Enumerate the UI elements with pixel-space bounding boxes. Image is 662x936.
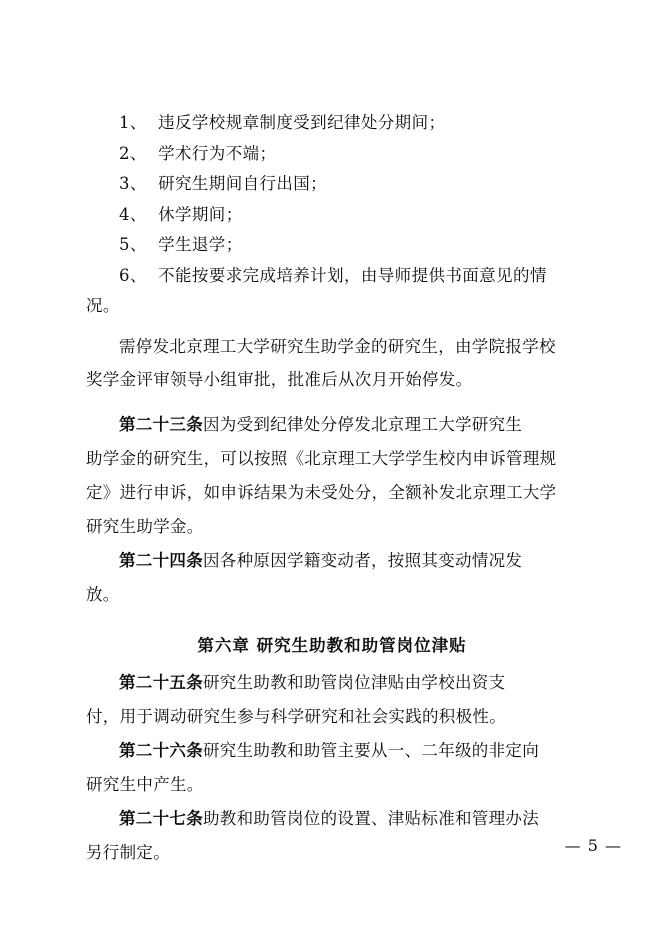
page-number: — 5 — [564, 836, 622, 855]
document-body [86, 108, 578, 870]
paragraph-suspend-line1: 需停发北京理工大学研究生助学金的研究生，由学院报学校 [119, 336, 556, 356]
article-23-line3: 定》进行申诉，如申诉结果为未受处分，全额补发北京理工大学 [86, 482, 557, 502]
article-25 [86, 666, 578, 700]
spacer [86, 396, 578, 408]
article-23 [86, 408, 578, 442]
list-item-continuation: 况。 [86, 296, 120, 315]
article-24-line1: 因各种原因学籍变动者，按照其变动情况发 [203, 550, 523, 570]
paragraph-suspend-line2: 奖学金评审领导小组审批，批准后从次月开始停发。 [86, 369, 473, 389]
list-item: 2、 学术行为不端； [119, 143, 277, 163]
list-item: 1、 违反学校规章制度受到纪律处分期间； [119, 113, 446, 132]
article-25-line2: 付，用于调动研究生参与科学研究和社会实践的积极性。 [86, 706, 506, 726]
article-24-label: 第二十四条 [119, 550, 203, 570]
article-27-line1: 助教和助管岗位的设置、津贴标准和管理办法 [203, 808, 539, 828]
list-item: 4、 休学期间； [119, 204, 243, 224]
list-item: 3、 研究生期间自行出国； [119, 174, 328, 193]
article-27-line2: 另行制定。 [86, 842, 170, 862]
article-26-line1: 研究生助教和助管主要从一、二年级的非定向 [203, 740, 539, 760]
article-26-line2: 研究生中产生。 [86, 774, 204, 794]
article-24-line2: 放。 [86, 584, 120, 604]
chapter-6-title: 第六章 研究生助教和助管岗位津贴 [197, 635, 467, 655]
article-26-label: 第二十六条 [119, 740, 203, 760]
spacer [86, 322, 578, 330]
article-23-line4: 研究生助学金。 [86, 516, 204, 536]
article-26 [86, 734, 578, 768]
article-27-label: 第二十七条 [119, 808, 203, 828]
list-item: 6、 不能按要求完成培养计划，由导师提供书面意见的情 [119, 265, 547, 285]
article-23-label: 第二十三条 [119, 414, 203, 434]
article-24 [86, 544, 578, 578]
article-25-label: 第二十五条 [119, 672, 203, 692]
article-23-line1: 因为受到纪律处分停发北京理工大学研究生 [203, 414, 523, 434]
list-item: 5、 学生退学； [119, 235, 243, 254]
article-23-line2: 助学金的研究生，可以按照《北京理工大学学生校内申诉管理规 [86, 448, 557, 468]
article-27 [86, 802, 578, 836]
article-25-line1: 研究生助教和助管岗位津贴由学校出资支 [203, 672, 506, 692]
